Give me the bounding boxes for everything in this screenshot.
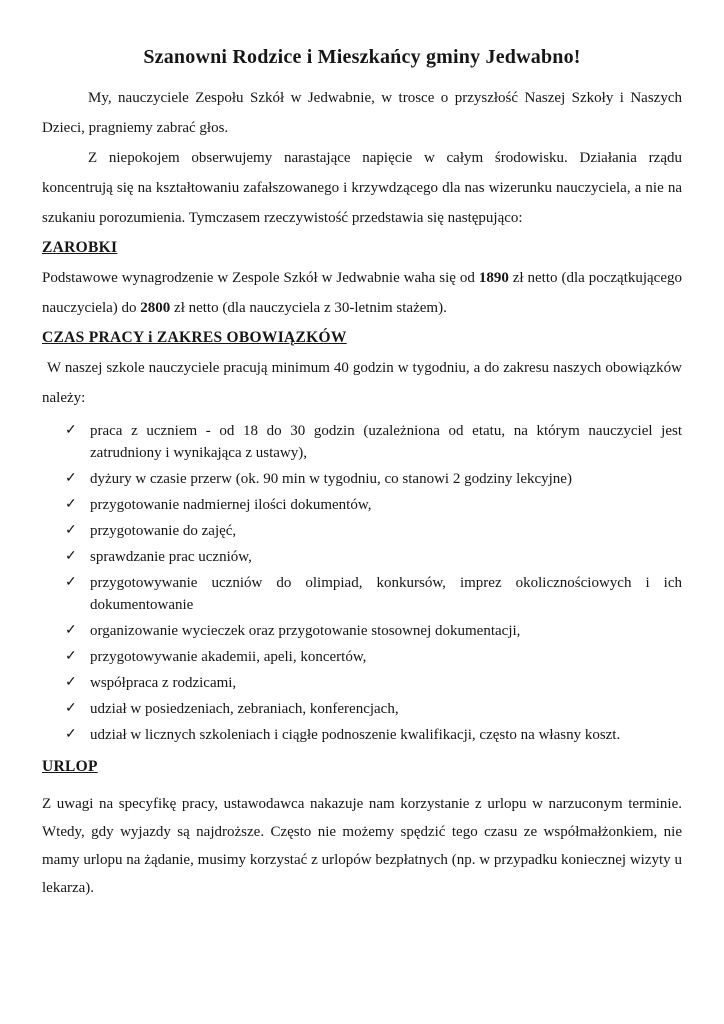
duty-text: sprawdzanie prac uczniów, xyxy=(90,549,252,565)
duty-text: organizowanie wycieczek oraz przygotowanie stosownej dokumentacji, xyxy=(90,623,521,639)
zarobki-paragraph xyxy=(42,263,682,323)
checkmark-icon: ✓ xyxy=(65,649,77,664)
duty-text: przygotowanie do zajęć, xyxy=(90,523,237,539)
duties-checklist xyxy=(42,420,682,746)
intro-paragraph-2: Z niepokojem obserwujemy narastające napięcie w całym środowisku. Działania rządu koncentrują się na kształtowaniu zafałszowanego i krzywdzącego dla nas wizerunku nauczyciela, a nie na szukaniu porozumienia. Tymczasem rzeczywistość przedstawia się następująco: xyxy=(42,150,682,226)
section-heading-urlop xyxy=(42,752,682,782)
zarobki-text-between: zł netto (dla początkującego nauczyciela) do xyxy=(42,270,682,316)
duty-text: przygotowywanie akademii, apeli, koncertów, xyxy=(90,649,367,665)
duty-list-item xyxy=(65,546,682,568)
section-heading-zarobki-text: ZAROBKI xyxy=(42,239,118,256)
duty-list-item xyxy=(65,494,682,516)
duty-list-item xyxy=(65,520,682,542)
duty-text: udział w licznych szkoleniach i ciągłe podnoszenie kwalifikacji, często na własny koszt. xyxy=(90,727,621,743)
duty-list-item xyxy=(65,572,682,616)
duty-list-item xyxy=(65,468,682,490)
urlop-paragraph: Z uwagi na specyfikę pracy, ustawodawca nakazuje nam korzystanie z urlopu w narzuconym terminie. Wtedy, gdy wyjazdy są najdroższe. Często nie możemy spędzić tego czasu ze współmałżonkiem, nie mamy urlopu na żądanie, musimy korzystać z urlopów bezpłatnych (np. w przypadku koniecznej wizyty u lekarza). xyxy=(42,796,682,896)
duty-list-item xyxy=(65,724,682,746)
checkmark-icon: ✓ xyxy=(65,523,77,538)
duty-text: udział w posiedzeniach, zebraniach, konferencjach, xyxy=(90,701,399,717)
salary-max-value: 2800 xyxy=(140,300,171,316)
section-heading-czas-pracy-text: CZAS PRACY i ZAKRES OBOWIĄZKÓW xyxy=(42,329,347,346)
checkmark-icon: ✓ xyxy=(65,701,77,716)
czas-pracy-intro-paragraph: W naszej szkole nauczyciele pracują minimum 40 godzin w tygodniu, a do zakresu naszych obowiązków należy: xyxy=(42,360,682,406)
section-heading-urlop-text: URLOP xyxy=(42,758,98,775)
duty-text: praca z uczniem - od 18 do 30 godzin (uzależniona od etatu, na którym nauczyciel jest zatrudniony i wynikająca z ustawy), xyxy=(90,423,682,461)
checkmark-icon: ✓ xyxy=(65,423,77,438)
duty-list-item xyxy=(65,672,682,694)
duty-list-item xyxy=(65,420,682,464)
duty-text: przygotowywanie uczniów do olimpiad, konkursów, imprez okolicznościowych i ich dokumentowanie xyxy=(90,575,682,613)
section-heading-zarobki xyxy=(42,233,682,263)
document-title: Szanowni Rodzice i Mieszkańcy gminy Jedwabno! xyxy=(143,46,581,68)
duty-text: współpraca z rodzicami, xyxy=(90,675,237,691)
intro-paragraph-1: My, nauczyciele Zespołu Szkół w Jedwabnie, w trosce o przyszłość Naszej Szkoły i Naszych Dzieci, pragniemy zabrać głos. xyxy=(42,90,682,136)
checkmark-icon: ✓ xyxy=(65,471,77,486)
duty-list-item xyxy=(65,698,682,720)
checkmark-icon: ✓ xyxy=(65,623,77,638)
checkmark-icon: ✓ xyxy=(65,675,77,690)
urlop-section xyxy=(42,752,682,902)
zarobki-text-after: zł netto (dla nauczyciela z 30-letnim stażem). xyxy=(170,300,447,316)
checkmark-icon: ✓ xyxy=(65,549,77,564)
duty-list-item xyxy=(65,620,682,642)
zarobki-text-before-min: Podstawowe wynagrodzenie w Zespole Szkół w Jedwabnie waha się od xyxy=(42,270,479,286)
checkmark-icon: ✓ xyxy=(65,497,77,512)
section-heading-czas-pracy xyxy=(42,323,682,353)
duty-text: dyżury w czasie przerw (ok. 90 min w tygodniu, co stanowi 2 godziny lekcyjne) xyxy=(90,471,572,487)
salary-min-value: 1890 xyxy=(478,270,509,286)
duty-list-item xyxy=(65,646,682,668)
checkmark-icon: ✓ xyxy=(65,727,77,742)
checkmark-icon: ✓ xyxy=(65,575,77,590)
duty-text: przygotowanie nadmiernej ilości dokumentów, xyxy=(90,497,372,513)
